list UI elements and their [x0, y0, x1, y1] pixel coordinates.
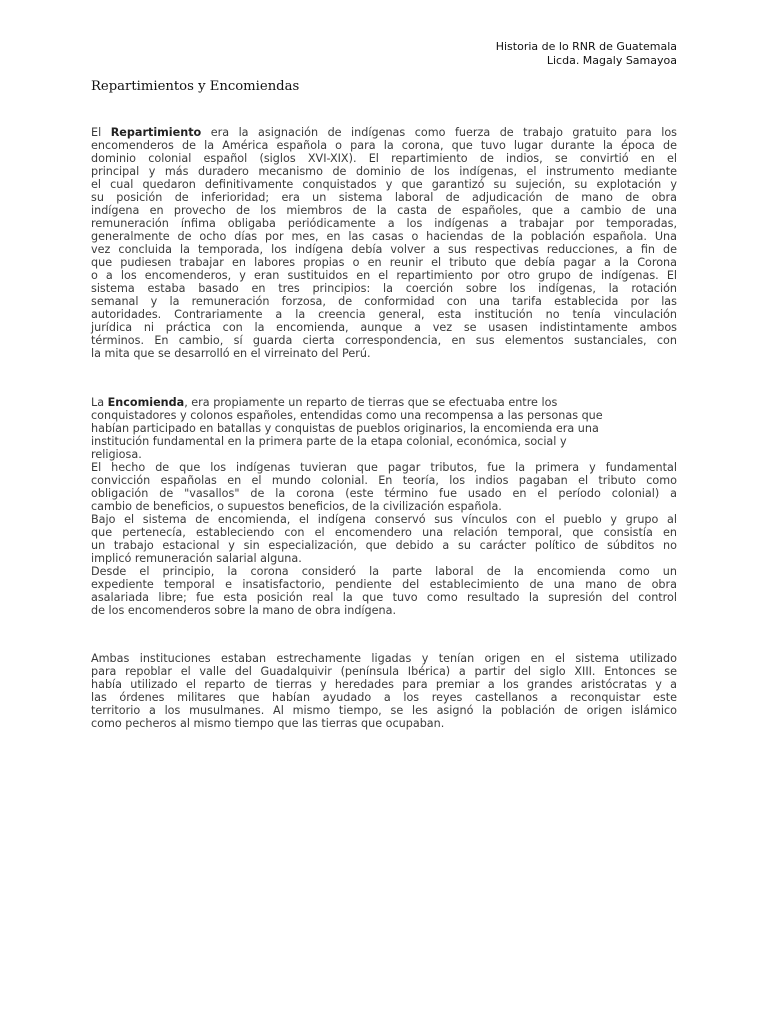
text-line: el cual quedaron definitivamente conquistados y que garantizó su sujeción, su explotación y [91, 178, 677, 191]
text-line: implicó remuneración salarial alguna. [91, 552, 302, 565]
text-line: sistema estaba basado en tres principios: la coerción sobre los indígenas, la rotación [91, 282, 677, 295]
text-line: expediente temporal e insatisfactorio, pendiente del establecimiento de una mano de obra [91, 578, 677, 591]
text-line: Ambas instituciones estaban estrechamente ligadas y tenían origen en el sistema utilizado [91, 652, 677, 665]
page-header [496, 40, 677, 68]
text-line: religiosa. [91, 448, 142, 461]
text-line: El Repartimiento era la asignación de indígenas como fuerza de trabajo gratuito para los [91, 126, 677, 139]
text-line: autoridades. Contrariamente a la creencia general, esta institución no tenía vinculación [91, 308, 677, 321]
text-line: las órdenes militares que habían ayudado a los reyes castellanos a reconquistar este [91, 691, 677, 704]
text-line: su posición de inferioridad; era un sistema laboral de adjudicación de mano de obra [91, 191, 677, 204]
text-line: jurídica ni práctica con la encomienda, aunque a vez se usasen indistintamente ambos [91, 321, 677, 334]
text-line: El hecho de que los indígenas tuvieran que pagar tributos, fue la primera y fundamental [91, 461, 677, 474]
text-line: La Encomienda, era propiamente un reparto de tierras que se efectuaba entre los [91, 396, 558, 409]
header-course: Historia de lo RNR de Guatemala [495, 40, 677, 53]
text-line: habían participado en batallas y conquistas de pueblos originarios, la encomienda era una [91, 422, 599, 435]
text-line: asalariada libre; fue esta posición real la que tuvo como resultado la supresión del control [91, 591, 677, 604]
text-line: Bajo el sistema de encomienda, el indígena conservó sus vínculos con el pueblo y grupo al [91, 513, 677, 526]
text-line: dominio colonial español (siglos XVI-XIX). El repartimiento de indios, se convirtió en el [91, 152, 677, 165]
text-line: como pecheros al mismo tiempo que las tierras que ocupaban. [91, 717, 445, 730]
text-line: había utilizado el reparto de tierras y heredades para premiar a los grandes aristócratas y a [91, 678, 677, 691]
paragraph-origins [91, 652, 677, 730]
text-line: que pertenecía, estableciendo con el encomendero una relación temporal, que consistía en [91, 526, 677, 539]
text-line: cambio de beneficios, o supuestos beneficios, de la civilización española. [91, 500, 502, 513]
text-line: territorio a los musulmanes. Al mismo tiempo, se les asignó la población de origen islámico [91, 704, 677, 717]
text-line: indígena en provecho de los miembros de la casta de españoles, que a cambio de una [91, 204, 677, 217]
text-line: obligación de "vasallos" de la corona (este término fue usado en el período colonial) a [91, 487, 677, 500]
term-repartimiento: Repartimiento [110, 126, 202, 139]
text-line: generalmente de ocho días por mes, en las casas o haciendas de la población española. Una [91, 230, 677, 243]
term-encomienda: Encomienda [107, 396, 185, 409]
text-line: convicción españolas en el mundo colonial. En teoría, los indios pagaban el tributo como [91, 474, 677, 487]
text-line: principal y más duradero mecanismo de dominio de los indígenas, el instrumento mediante [91, 165, 677, 178]
text-line: encomenderos de la América española o para la corona, que tuvo lugar durante la época de [91, 139, 677, 152]
text-line: términos. En cambio, sí guarda cierta correspondencia, en sus elementos sustanciales, con [91, 334, 677, 347]
text-line: o a los encomenderos, y eran sustituidos en el repartimiento por otro grupo de indígenas. El [91, 269, 677, 282]
text-line: un trabajo estacional y sin especialización, que debido a su carácter político de súbditos no [91, 539, 677, 552]
text-line: de los encomenderos sobre la mano de obra indígena. [91, 604, 397, 617]
text-line: para repoblar el valle del Guadalquivir (península Ibérica) a partir del siglo XIII. Entonces se [91, 665, 677, 678]
text-line: Desde el principio, la corona consideró la parte laboral de la encomienda como un [91, 565, 677, 578]
text-line: conquistadores y colonos españoles, entendidas como una recompensa a las personas que [91, 409, 603, 422]
header-author: Licda. Magaly Samayoa [546, 54, 677, 67]
text-line: semanal y la remuneración forzosa, de conformidad con una tarifa establecida por las [91, 295, 677, 308]
paragraph-repartimiento [91, 126, 677, 360]
text-line: que pudiesen trabajar en labores propias o en reunir el tributo que debía pagar a la Corona [91, 256, 677, 269]
paragraph-encomienda [91, 396, 677, 617]
text-line: vez concluida la temporada, los indígena debía volver a sus respectivas reducciones, a fin de [91, 243, 677, 256]
document-title: Repartimientos y Encomiendas [91, 79, 300, 94]
text-line: institución fundamental en la primera parte de la etapa colonial, económica, social y [91, 435, 567, 448]
text-line: remuneración ínfima obligaba periódicamente a los indígenas a trabajar por temporadas, [91, 217, 677, 230]
text-line: la mita que se desarrolló en el virreinato del Perú. [91, 347, 371, 360]
